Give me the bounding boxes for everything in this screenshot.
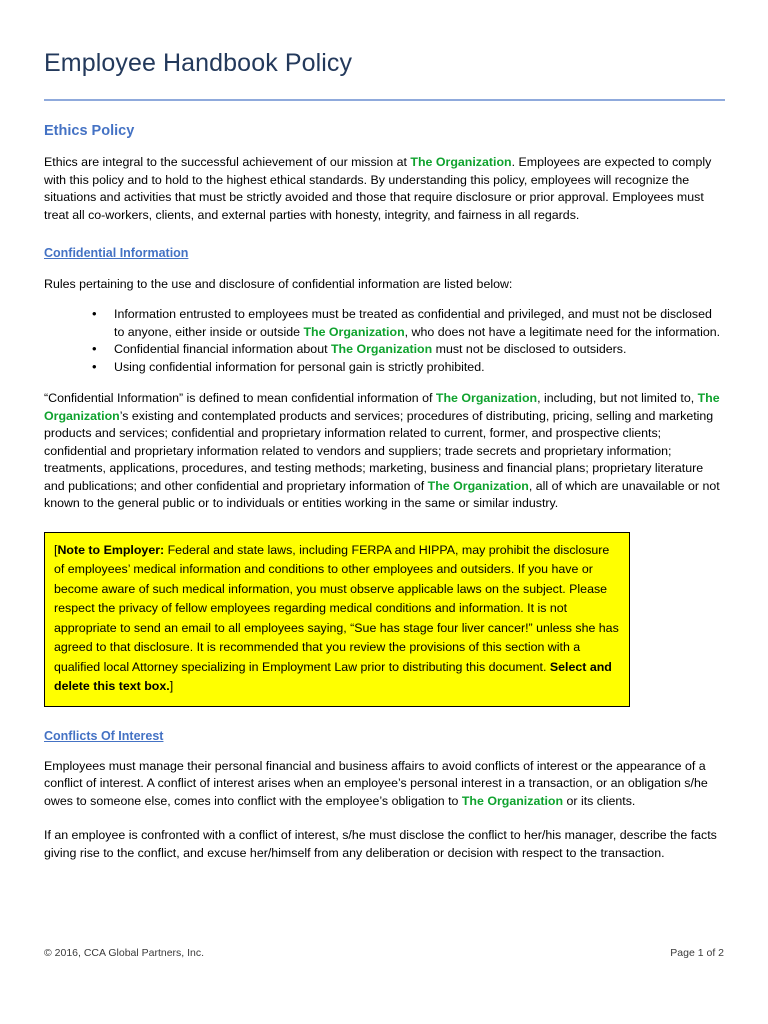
bullet-text-part1: Information entrusted to employees must be treated as confidential and privileged, and must not be disclosed to anyone, either inside or outside [114, 307, 712, 339]
conflicts-text-part1: Employees must manage their personal financial and business affairs to avoid conflicts of interest or the appearance of a conflict of interest. A conflict of interest arises when an employee’s personal interest in a transaction, or an obligation s/he owes to someone else, comes into conflict with the employee’s obligation to [44, 758, 708, 808]
organization-placeholder: The Organization [303, 324, 405, 339]
section-heading-ethics-policy: Ethics Policy [44, 123, 135, 139]
organization-placeholder: The Organization [330, 342, 433, 357]
definition-text-part3: ’s existing and contemplated products and services; procedures of distributing, pricing, selling and marketing products and services; confidential and proprietary information related to current, former, and prospective clients; confidential and proprietary information related to vendors and suppliers; trade secrets and proprietary information; treatments, applications, procedures, and testing methods; marketing, business and financial plans; proprietary literature and publications; and other confidential and proprietary information of [44, 408, 714, 493]
footer-copyright: © 2016, CCA Global Partners, Inc. [44, 947, 205, 959]
note-close-bracket: ] [169, 679, 174, 694]
list-item [92, 306, 724, 341]
confidential-intro-paragraph: Rules pertaining to the use and disclosure of confidential information are listed below: [44, 276, 513, 291]
conflicts-text-part2: or its clients. [563, 793, 636, 808]
title-divider [44, 99, 725, 101]
bullet-text-part1: Using confidential information for personal gain is strictly prohibited. [114, 359, 485, 374]
organization-placeholder: The Organization [44, 391, 720, 423]
list-item [92, 341, 724, 359]
note-delete-instruction: Select and delete this text box. [54, 659, 612, 694]
organization-placeholder: The Organization [427, 478, 529, 493]
subheading-conflicts-of-interest: Conflicts Of Interest [44, 728, 164, 743]
note-to-employer-box[interactable] [44, 532, 630, 707]
definition-text-part1: “Confidential Information” is defined to mean confidential information of [44, 391, 436, 406]
ethics-intro-text-part1: Ethics are integral to the successful achievement of our mission at [44, 155, 411, 170]
note-body-text: Federal and state laws, including FERPA and HIPPA, may prohibit the disclosure of employees’ medical information and conditions to other employees and outsiders. If you have or become aware of such medical information, you must observe applicable laws on the subject. Please respect the privacy of fellow employees regarding medical conditions and information. It is not appropriate to send an email to all employees saying, “Sue has stage four liver cancer!” unless she has agreed to that disclosure. It is recommended that you review the provisions of this section with a qualified local Attorney specializing in Employment Law prior to distributing this document. [54, 542, 619, 674]
page-footer [44, 947, 724, 959]
note-lead-label: Note to Employer: [57, 542, 165, 557]
confidential-rules-list [44, 306, 724, 376]
organization-placeholder: The Organization [410, 155, 512, 170]
bullet-text-part1: Confidential financial information about [114, 342, 331, 357]
definition-text-part4: , all of which are unavailable or not known to the general public or to individuals or entities working in the same or similar industry. [44, 478, 720, 511]
ethics-intro-text-part2: . Employees are expected to comply with this policy and to hold to the highest ethical standards. By understanding this policy, employees will recognize the situations and activities that must be strictly avoided and those that require disclosure or prior approval. Employees must treat all co-workers, clients, and external parties with honesty, integrity, and fairness in all regards. [44, 155, 712, 222]
note-to-employer-text [54, 541, 619, 697]
ethics-intro-paragraph [44, 154, 724, 224]
bullet-text-part2: , who does not have a legitimate need for the information. [404, 324, 721, 339]
organization-placeholder: The Organization [435, 391, 538, 406]
definition-text-part2: , including, but not limited to, [537, 391, 698, 406]
organization-placeholder: The Organization [461, 793, 564, 808]
note-open-bracket: [ [54, 542, 58, 557]
list-item [92, 359, 724, 377]
footer-page-number: Page 1 of 2 [670, 947, 724, 959]
conflicts-paragraph-1 [44, 758, 724, 811]
confidential-definition-paragraph [44, 390, 724, 513]
conflicts-paragraph-2: If an employee is confronted with a conflict of interest, s/he must disclose the conflict to her/his manager, describe the facts giving rise to the conflict, and excuse her/himself from any deliberation or decision with respect to the transaction. [44, 828, 717, 860]
bullet-text-part2: must not be disclosed to outsiders. [432, 342, 627, 357]
page-title: Employee Handbook Policy [44, 49, 353, 77]
subheading-confidential-information: Confidential Information [44, 246, 189, 261]
